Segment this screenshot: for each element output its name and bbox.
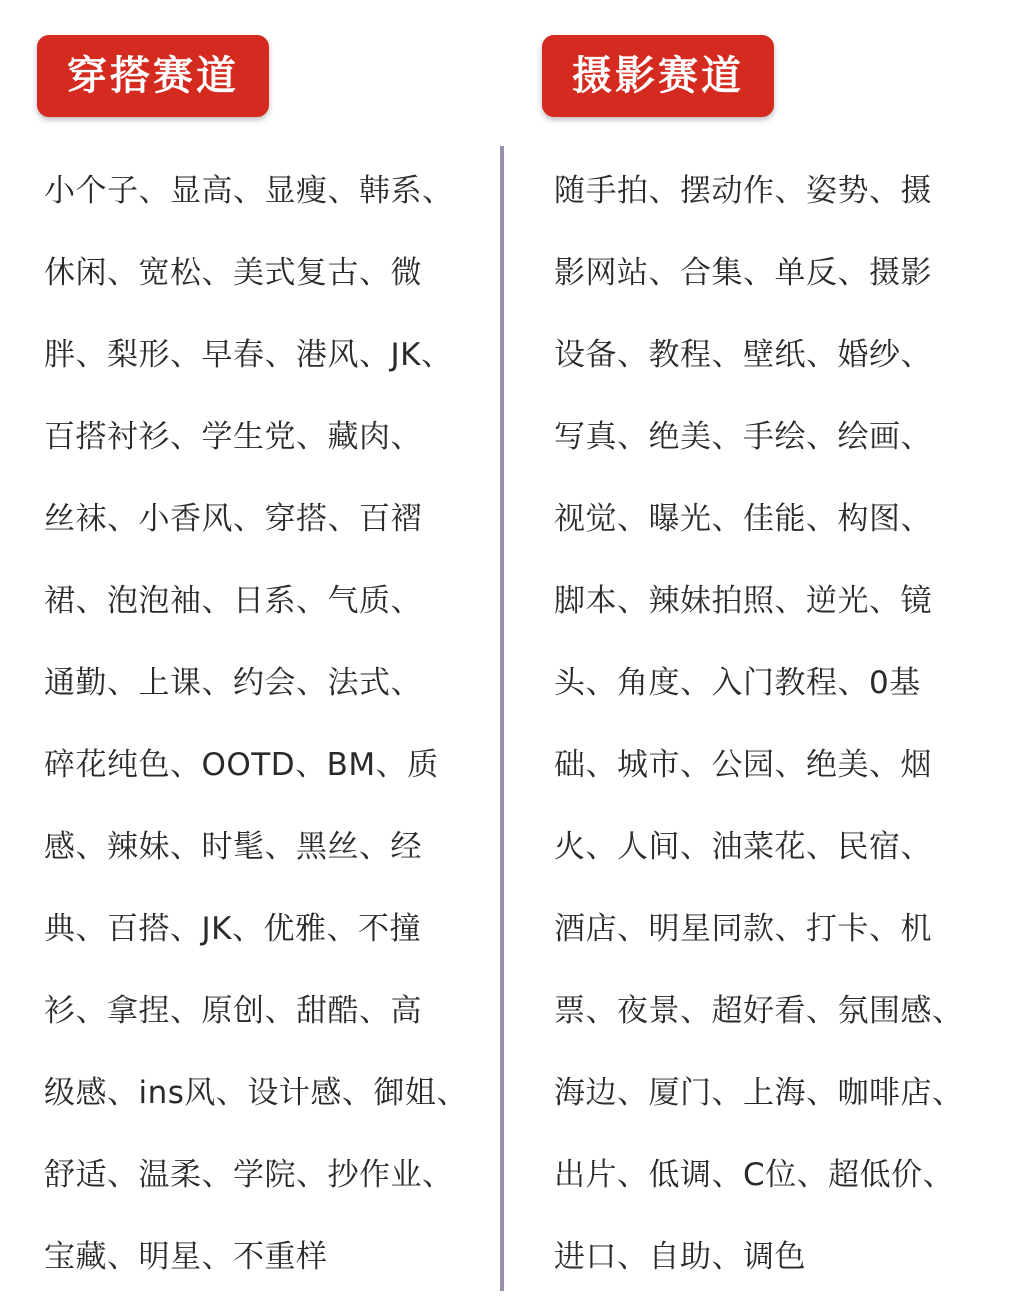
- photography-keyword-list: [554, 150, 994, 1298]
- fashion-track-title: 穿搭赛道: [37, 35, 269, 117]
- keyword-line: 宝藏、明星、不重样: [44, 1239, 328, 1275]
- keyword-line: 裙、泡泡袖、日系、气质、: [44, 583, 422, 619]
- keyword-line: 写真、绝美、手绘、绘画、: [554, 419, 932, 455]
- keyword-line: 百搭衬衫、学生党、藏肉、: [44, 419, 422, 455]
- keyword-line: 典、百搭、JK、优雅、不撞: [44, 911, 421, 947]
- photography-track-title: 摄影赛道: [542, 35, 774, 117]
- keyword-line: 票、夜景、超好看、氛围感、: [554, 993, 964, 1029]
- keyword-line: 设备、教程、壁纸、婚纱、: [554, 337, 932, 373]
- keyword-line: 衫、拿捏、原创、甜酷、高: [44, 993, 422, 1029]
- keyword-line: 出片、低调、C位、超低价、: [554, 1157, 955, 1193]
- keyword-line: 随手拍、摆动作、姿势、摄: [554, 173, 932, 209]
- fashion-keyword-list: [44, 150, 494, 1298]
- keyword-line: 碎花纯色、OOTD、BM、质: [44, 747, 439, 783]
- keyword-line: 进口、自助、调色: [554, 1239, 806, 1275]
- keyword-line: 视觉、曝光、佳能、构图、: [554, 501, 932, 537]
- keyword-line: 火、人间、油菜花、民宿、: [554, 829, 932, 865]
- keyword-line: 通勤、上课、约会、法式、: [44, 665, 422, 701]
- keyword-line: 头、角度、入门教程、0基: [554, 665, 921, 701]
- keyword-line: 舒适、温柔、学院、抄作业、: [44, 1157, 454, 1193]
- keyword-line: 感、辣妹、时髦、黑丝、经: [44, 829, 422, 865]
- keyword-line: 丝袜、小香风、穿搭、百褶: [44, 501, 422, 537]
- keyword-line: 小个子、显高、显瘦、韩系、: [44, 173, 454, 209]
- keyword-line: 休闲、宽松、美式复古、微: [44, 255, 422, 291]
- keyword-line: 海边、厦门、上海、咖啡店、: [554, 1075, 964, 1111]
- keyword-line: 脚本、辣妹拍照、逆光、镜: [554, 583, 932, 619]
- keyword-line: 级感、ins风、设计感、御姐、: [44, 1075, 468, 1111]
- keyword-line: 酒店、明星同款、打卡、机: [554, 911, 932, 947]
- column-divider: [500, 146, 504, 1291]
- keyword-line: 础、城市、公园、绝美、烟: [554, 747, 932, 783]
- keyword-line: 影网站、合集、单反、摄影: [554, 255, 932, 291]
- keyword-line: 胖、梨形、早春、港风、JK、: [44, 337, 453, 373]
